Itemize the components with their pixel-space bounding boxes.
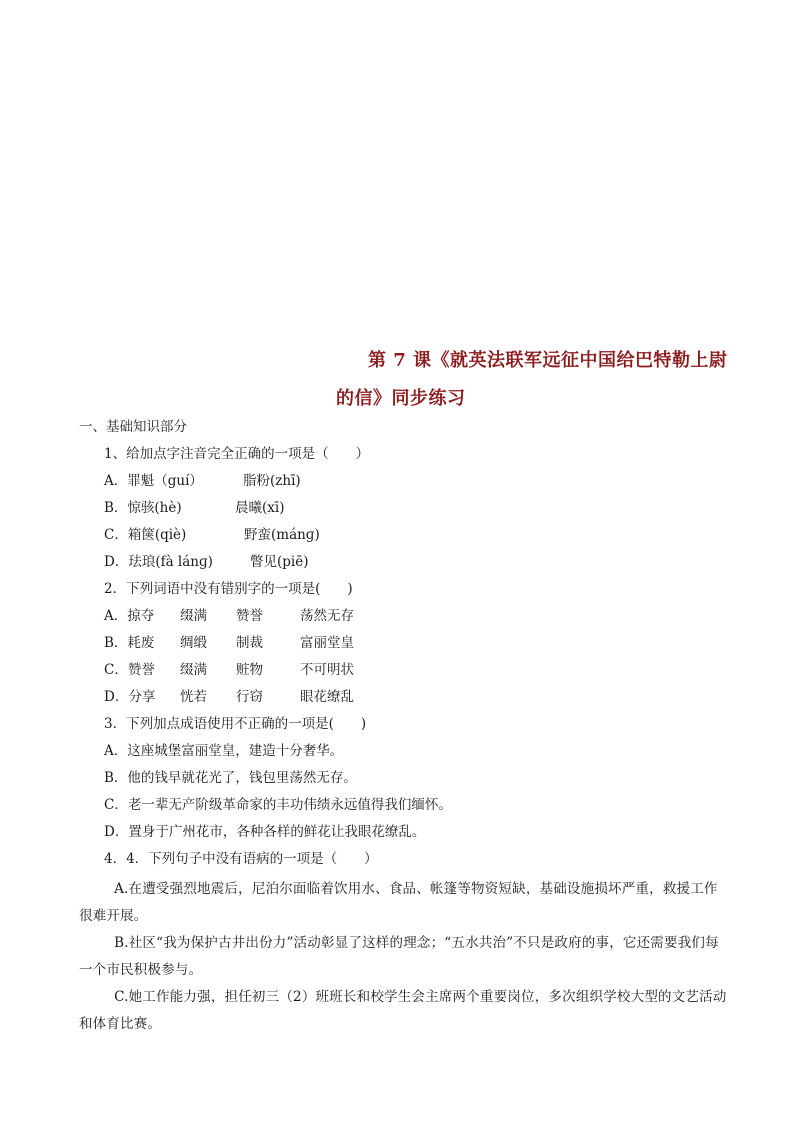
option-text: B．耗废 bbox=[104, 635, 155, 651]
option-text: 荡然无存 bbox=[300, 608, 354, 624]
lesson-title-line2: 的信》同步练习 bbox=[336, 388, 466, 409]
option-text: 富丽堂皇 bbox=[300, 635, 354, 651]
lesson-title-line1: 第 7 课《就英法联军远征中国给巴特勒上尉 bbox=[368, 350, 728, 371]
option-text: 晨曦(xī) bbox=[235, 500, 285, 516]
option-text: 脂粉(zhī) bbox=[243, 473, 301, 489]
option-text: 瞥见(piē) bbox=[250, 554, 309, 570]
option-text: A．掠夺 bbox=[104, 608, 155, 624]
option-text: 恍若 bbox=[180, 689, 207, 705]
option-text: D．分享 bbox=[104, 689, 156, 705]
option-text: 野蛮(mánɡ) bbox=[244, 527, 320, 543]
question-2-option-b bbox=[104, 634, 354, 652]
question-3-option-c: C．老一辈无产阶级革命家的丰功伟绩永远值得我们缅怀。 bbox=[104, 797, 452, 813]
option-text: A．罪魁（guí） bbox=[104, 473, 203, 489]
question-4-option-c: C.她工作能力强，担任初三（2）班班长和校学生会主席两个重要岗位，多次组织学校大型的文艺活动和体育比赛。 bbox=[79, 989, 727, 1032]
question-2-option-d bbox=[104, 688, 354, 706]
question-3-option-b: B．他的钱早就花光了，钱包里荡然无存。 bbox=[104, 770, 357, 786]
question-1-option-a bbox=[104, 472, 301, 490]
option-text: 赞誉 bbox=[236, 608, 263, 624]
question-2-stem: 2．下列词语中没有错别字的一项是( ) bbox=[104, 581, 353, 597]
question-3-option-d: D．置身于广州花市，各种各样的鲜花让我眼花缭乱。 bbox=[104, 824, 426, 840]
option-text: 眼花缭乱 bbox=[300, 689, 354, 705]
section-heading: 一、基础知识部分 bbox=[79, 419, 187, 435]
option-text: D．珐琅(fà lánɡ) bbox=[104, 554, 213, 570]
option-text: B．惊骇(hè) bbox=[104, 500, 182, 516]
option-text: 不可明状 bbox=[300, 662, 354, 678]
option-text: 绸缎 bbox=[180, 635, 207, 651]
question-4-option-b: B.社区“我为保护古井出份力”活动彰显了这样的理念；“五水共治”不只是政府的事，它还需要我们每一个市民积极参与。 bbox=[79, 935, 719, 978]
question-2-option-c bbox=[104, 661, 354, 679]
question-3-option-a: A．这座城堡富丽堂皇，建造十分奢华。 bbox=[104, 743, 344, 759]
question-4-stem: 4．4．下列句子中没有语病的一项是（ ） bbox=[104, 851, 378, 867]
option-text: 行窃 bbox=[236, 689, 263, 705]
question-1-option-c bbox=[104, 526, 320, 544]
option-text: C．赞誉 bbox=[104, 662, 155, 678]
question-1-option-d bbox=[104, 553, 308, 571]
question-1-stem: 1、给加点字注音完全正确的一项是（ ） bbox=[104, 446, 370, 462]
option-text: 制裁 bbox=[236, 635, 263, 651]
option-text: 缀满 bbox=[180, 662, 207, 678]
option-text: 缀满 bbox=[180, 608, 207, 624]
option-text: C．箱箧(qiè) bbox=[104, 527, 187, 543]
question-3-stem: 3．下列加点成语使用不正确的一项是( ) bbox=[104, 716, 367, 732]
question-4-option-a: A.在遭受强烈地震后，尼泊尔面临着饮用水、食品、帐篷等物资短缺，基础设施损坏严重，救援工作很难开展。 bbox=[79, 881, 718, 924]
option-text: 赃物 bbox=[236, 662, 263, 678]
question-2-option-a bbox=[104, 607, 354, 625]
question-1-option-b bbox=[104, 499, 284, 517]
